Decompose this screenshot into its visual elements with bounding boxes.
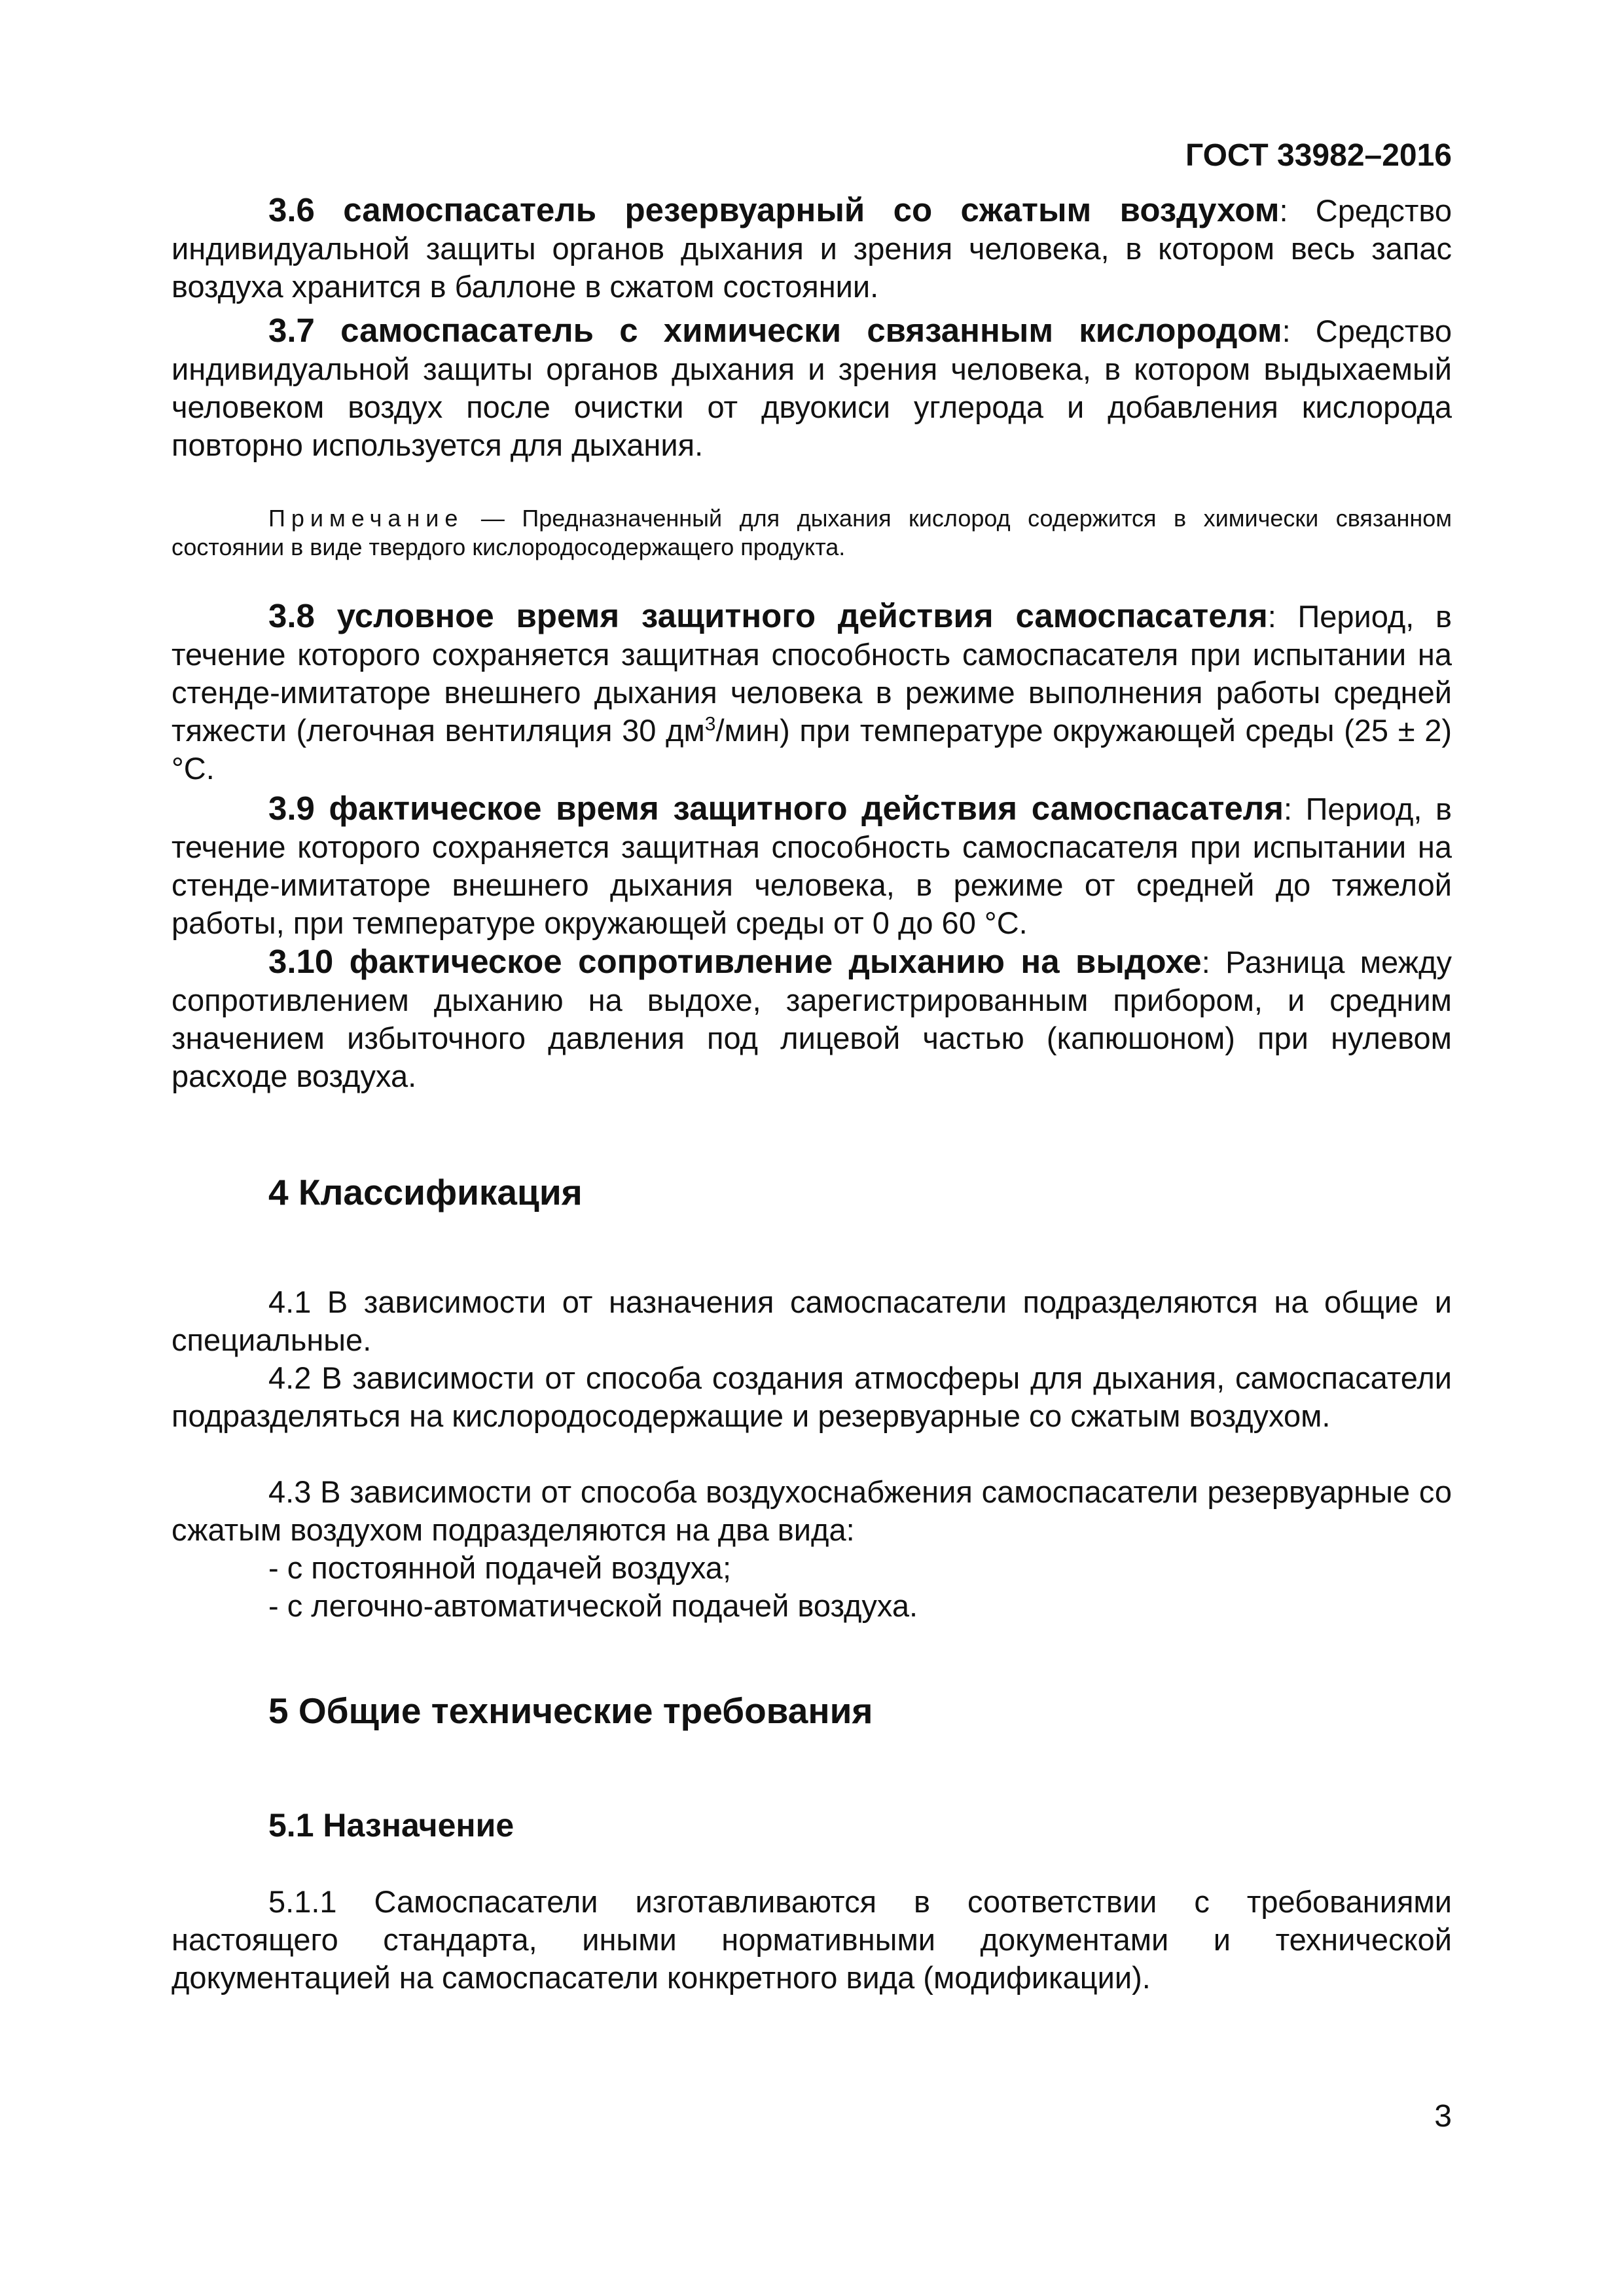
definition-text-3-6: Средство индивидуальной защиты органов дыхания и зрения человека, в котором весь запас воздуха хранится в баллоне в сжатом состоянии.: [171, 193, 1452, 304]
list-item: - с легочно-автоматической подачей воздуха.: [268, 1588, 918, 1623]
subsection-5-1-title: 5.1 Назначение: [268, 1807, 514, 1844]
note-text: — Предназначенный для дыхания кислород содержится в химически связанном состоянии в виде твердого кислородосодержащего продукта.: [171, 505, 1452, 560]
definition-text-3-9: Период, в течение которого сохраняется защитная способность самоспасателя при испытании на стенде-имитаторе внешнего дыхания человека, в режиме от средней до тяжелой работы, при температуре окружающей среды от 0 до 60 °C.: [171, 792, 1452, 940]
definition-3-9: 3.9 фактическое время защитного действия самоспасателя: Период, в течение которого сохраняется защитная способность самоспасателя при испытании на стенде-имитаторе внешнего дыхания человека, в режиме от средней до тяжелой работы, при температуре окружающей среды от 0 до 60 °C.: [171, 790, 1452, 940]
list-item: - с постоянной подачей воздуха;: [268, 1550, 731, 1585]
term-3-8: 3.8 условное время защитного действия самоспасателя: [268, 597, 1268, 634]
page-number: 3: [1434, 2099, 1452, 2134]
paragraph-4-3: 4.3 В зависимости от способа воздухоснабжения самоспасатели резервуарные со сжатым воздухом подразделяются на два вида:: [171, 1474, 1452, 1547]
paragraph-5-1-1: 5.1.1 Самоспасатели изготавливаются в соответствии с требованиями настоящего стандарта, иными нормативными документами и технической документацией на самоспасатели конкретного вида (модификации).: [171, 1884, 1452, 1995]
definition-text-3-7: Средство индивидуальной защиты органов дыхания и зрения человека, в котором выдыхаемый человеком воздух после очистки от двуокиси углерода и добавления кислорода повторно используется для дыхания.: [171, 314, 1452, 462]
definition-3-10: 3.10 фактическое сопротивление дыханию на выдохе: Разница между сопротивлением дыханию на выдохе, зарегистрированным прибором, и средним значением избыточного давления под лицевой частью (капюшоном) при нулевом расходе воздуха.: [171, 943, 1452, 1093]
section-5-title: 5 Общие технические требования: [268, 1690, 873, 1731]
term-3-6: 3.6 самоспасатель резервуарный со сжатым воздухом: [268, 191, 1280, 228]
document-header: ГОСТ 33982–2016: [1185, 138, 1452, 173]
definition-3-8: 3.8 условное время защитного действия самоспасателя: Период, в течение которого сохраняется защитная способность самоспасателя при испытании на стенде-имитаторе внешнего дыхания человека в режиме выполнения работы средней тяжести (легочная вентиляция 30 $дм^3/мин$) при температуре окружающей среды (25 ± 2) °C.: [171, 597, 1452, 786]
definition-text-3-10: Разница между сопротивлением дыханию на выдохе, зарегистрированным прибором, и средним значением избыточного давления под лицевой частью (капюшоном) при нулевом расходе воздуха.: [171, 945, 1452, 1093]
definition-3-7: 3.7 самоспасатель с химически связанным кислородом: Средство индивидуальной защиты органов дыхания и зрения человека, в котором выдыхаемый человеком воздух после очистки от двуокиси углерода и добавления кислорода повторно используется для дыхания.: [171, 312, 1452, 462]
note-label: Примечание: [268, 505, 464, 532]
definition-text-3-8: Период, в течение которого сохраняется защитная способность самоспасателя при испытании на стенде-имитаторе внешнего дыхания человека в режиме выполнения работы средней тяжести (легочная вентиляция 30 дм: [171, 599, 1452, 748]
definition-3-6: 3.6 самоспасатель резервуарный со сжатым воздухом: Средство индивидуальной защиты органов дыхания и зрения человека, в котором весь запас воздуха хранится в баллоне в сжатом состоянии.: [171, 191, 1452, 304]
section-4-title: 4 Классификация: [268, 1172, 583, 1212]
term-3-10: 3.10 фактическое сопротивление дыханию на выдохе: [268, 943, 1202, 980]
note: [171, 504, 1452, 562]
paragraph-4-1: 4.1 В зависимости от назначения самоспасатели подразделяются на общие и специальные.: [171, 1285, 1452, 1357]
term-3-9: 3.9 фактическое время защитного действия самоспасателя: [268, 790, 1284, 827]
term-3-7: 3.7 самоспасатель с химически связанным кислородом: [268, 312, 1282, 349]
paragraph-4-2: 4.2 В зависимости от способа создания атмосферы для дыхания, самоспасатели подразделяться на кислородосодержащие и резервуарные со сжатым воздухом.: [171, 1360, 1452, 1433]
superscript-cube: 3: [704, 713, 716, 735]
